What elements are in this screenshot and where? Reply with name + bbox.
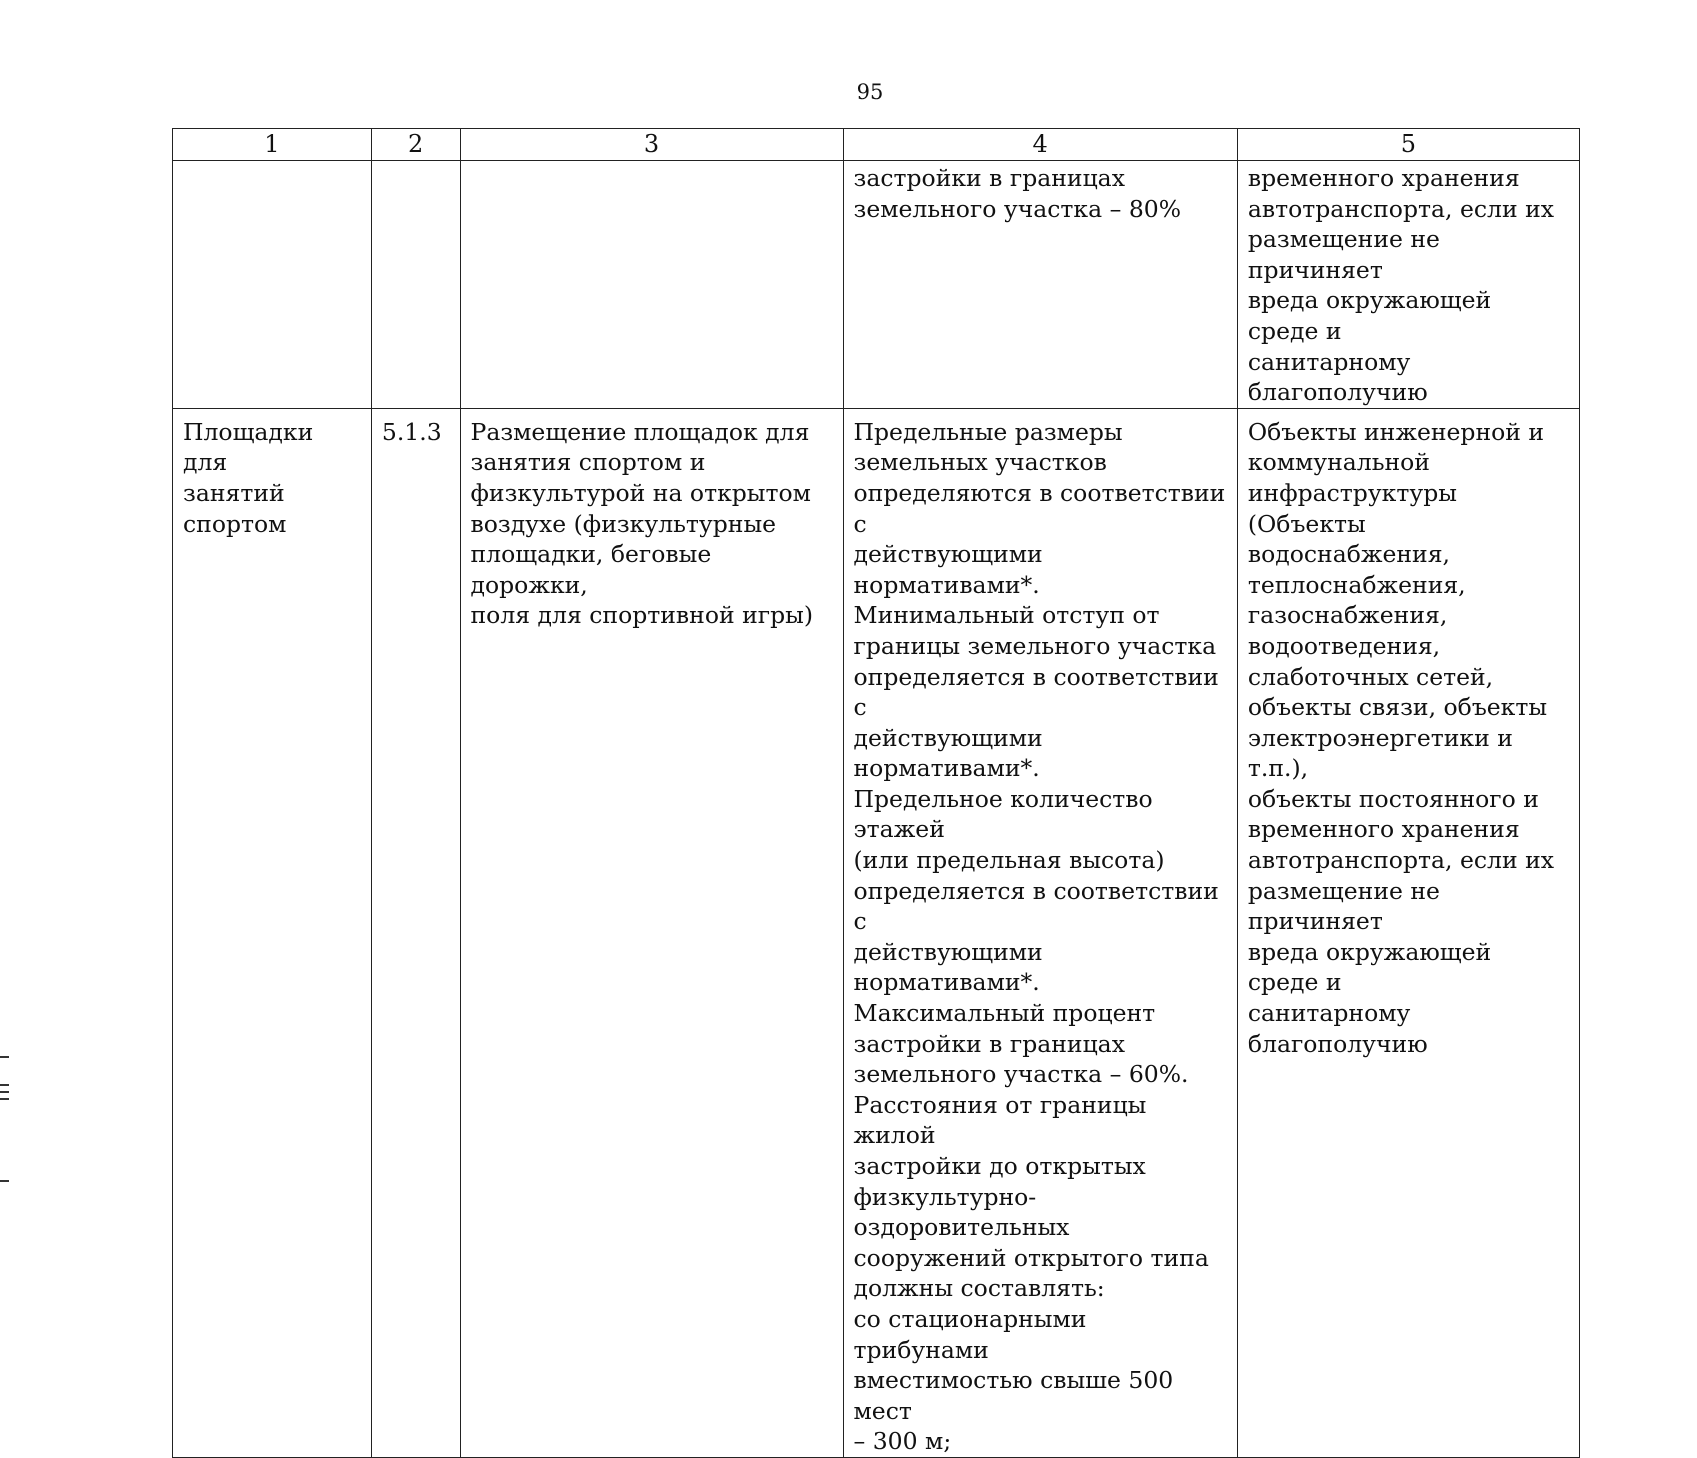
column-header-2: 2	[371, 129, 460, 161]
cell-description: Размещение площадок для занятия спортом и физкультурой на открытом воздухе (физкультурные площадки, беговые дорожки, поля для спортивной игры)	[460, 408, 843, 1457]
margin-tick	[0, 1180, 9, 1182]
cell-parameters: застройки в границах земельного участка – 80%	[843, 161, 1237, 409]
scan-margin-marks	[0, 1056, 10, 1186]
margin-tick	[0, 1098, 9, 1100]
table-row-continuation	[173, 161, 1580, 409]
margin-tick	[0, 1084, 9, 1086]
page-number: 95	[856, 80, 884, 104]
cell-land-use-name	[173, 161, 372, 409]
column-header-4: 4	[843, 129, 1237, 161]
cell-auxiliary-uses: временного хранения автотранспорта, если их размещение не причиняет вреда окружающей среде и санитарному благополучию	[1237, 161, 1579, 409]
cell-code: 5.1.3	[371, 408, 460, 1457]
table-row-sports-grounds	[173, 408, 1580, 1457]
regulations-table	[172, 128, 1580, 1458]
column-header-5: 5	[1237, 129, 1579, 161]
cell-description	[460, 161, 843, 409]
cell-parameters: Предельные размеры земельных участков определяются в соответствии с действующими нормативами*. Минимальный отступ от границы земельного участка определяется в соответствии с действующими нормативами*. Предельное количество этажей (или предельная высота) определяется в соответствии с действующими нормативами*. Максимальный процент застройки в границах земельного участка – 60%. Расстояния от границы жилой застройки до открытых физкультурно-оздоровительных сооружений открытого типа должны составлять: со стационарными трибунами вместимостью свыше 500 мест – 300 м;	[843, 408, 1237, 1457]
margin-tick	[0, 1091, 9, 1093]
margin-tick	[0, 1056, 9, 1058]
column-header-3: 3	[460, 129, 843, 161]
cell-land-use-name: Площадки для занятий спортом	[173, 408, 372, 1457]
cell-auxiliary-uses: Объекты инженерной и коммунальной инфраструктуры (Объекты водоснабжения, теплоснабжения, газоснабжения, водоотведения, слаботочных сетей, объекты связи, объекты электроэнергетики и т.п.), объекты постоянного и временного хранения автотранспорта, если их размещение не причиняет вреда окружающей среде и санитарному благополучию	[1237, 408, 1579, 1457]
table-header-row	[173, 129, 1580, 161]
column-header-1: 1	[173, 129, 372, 161]
cell-code	[371, 161, 460, 409]
